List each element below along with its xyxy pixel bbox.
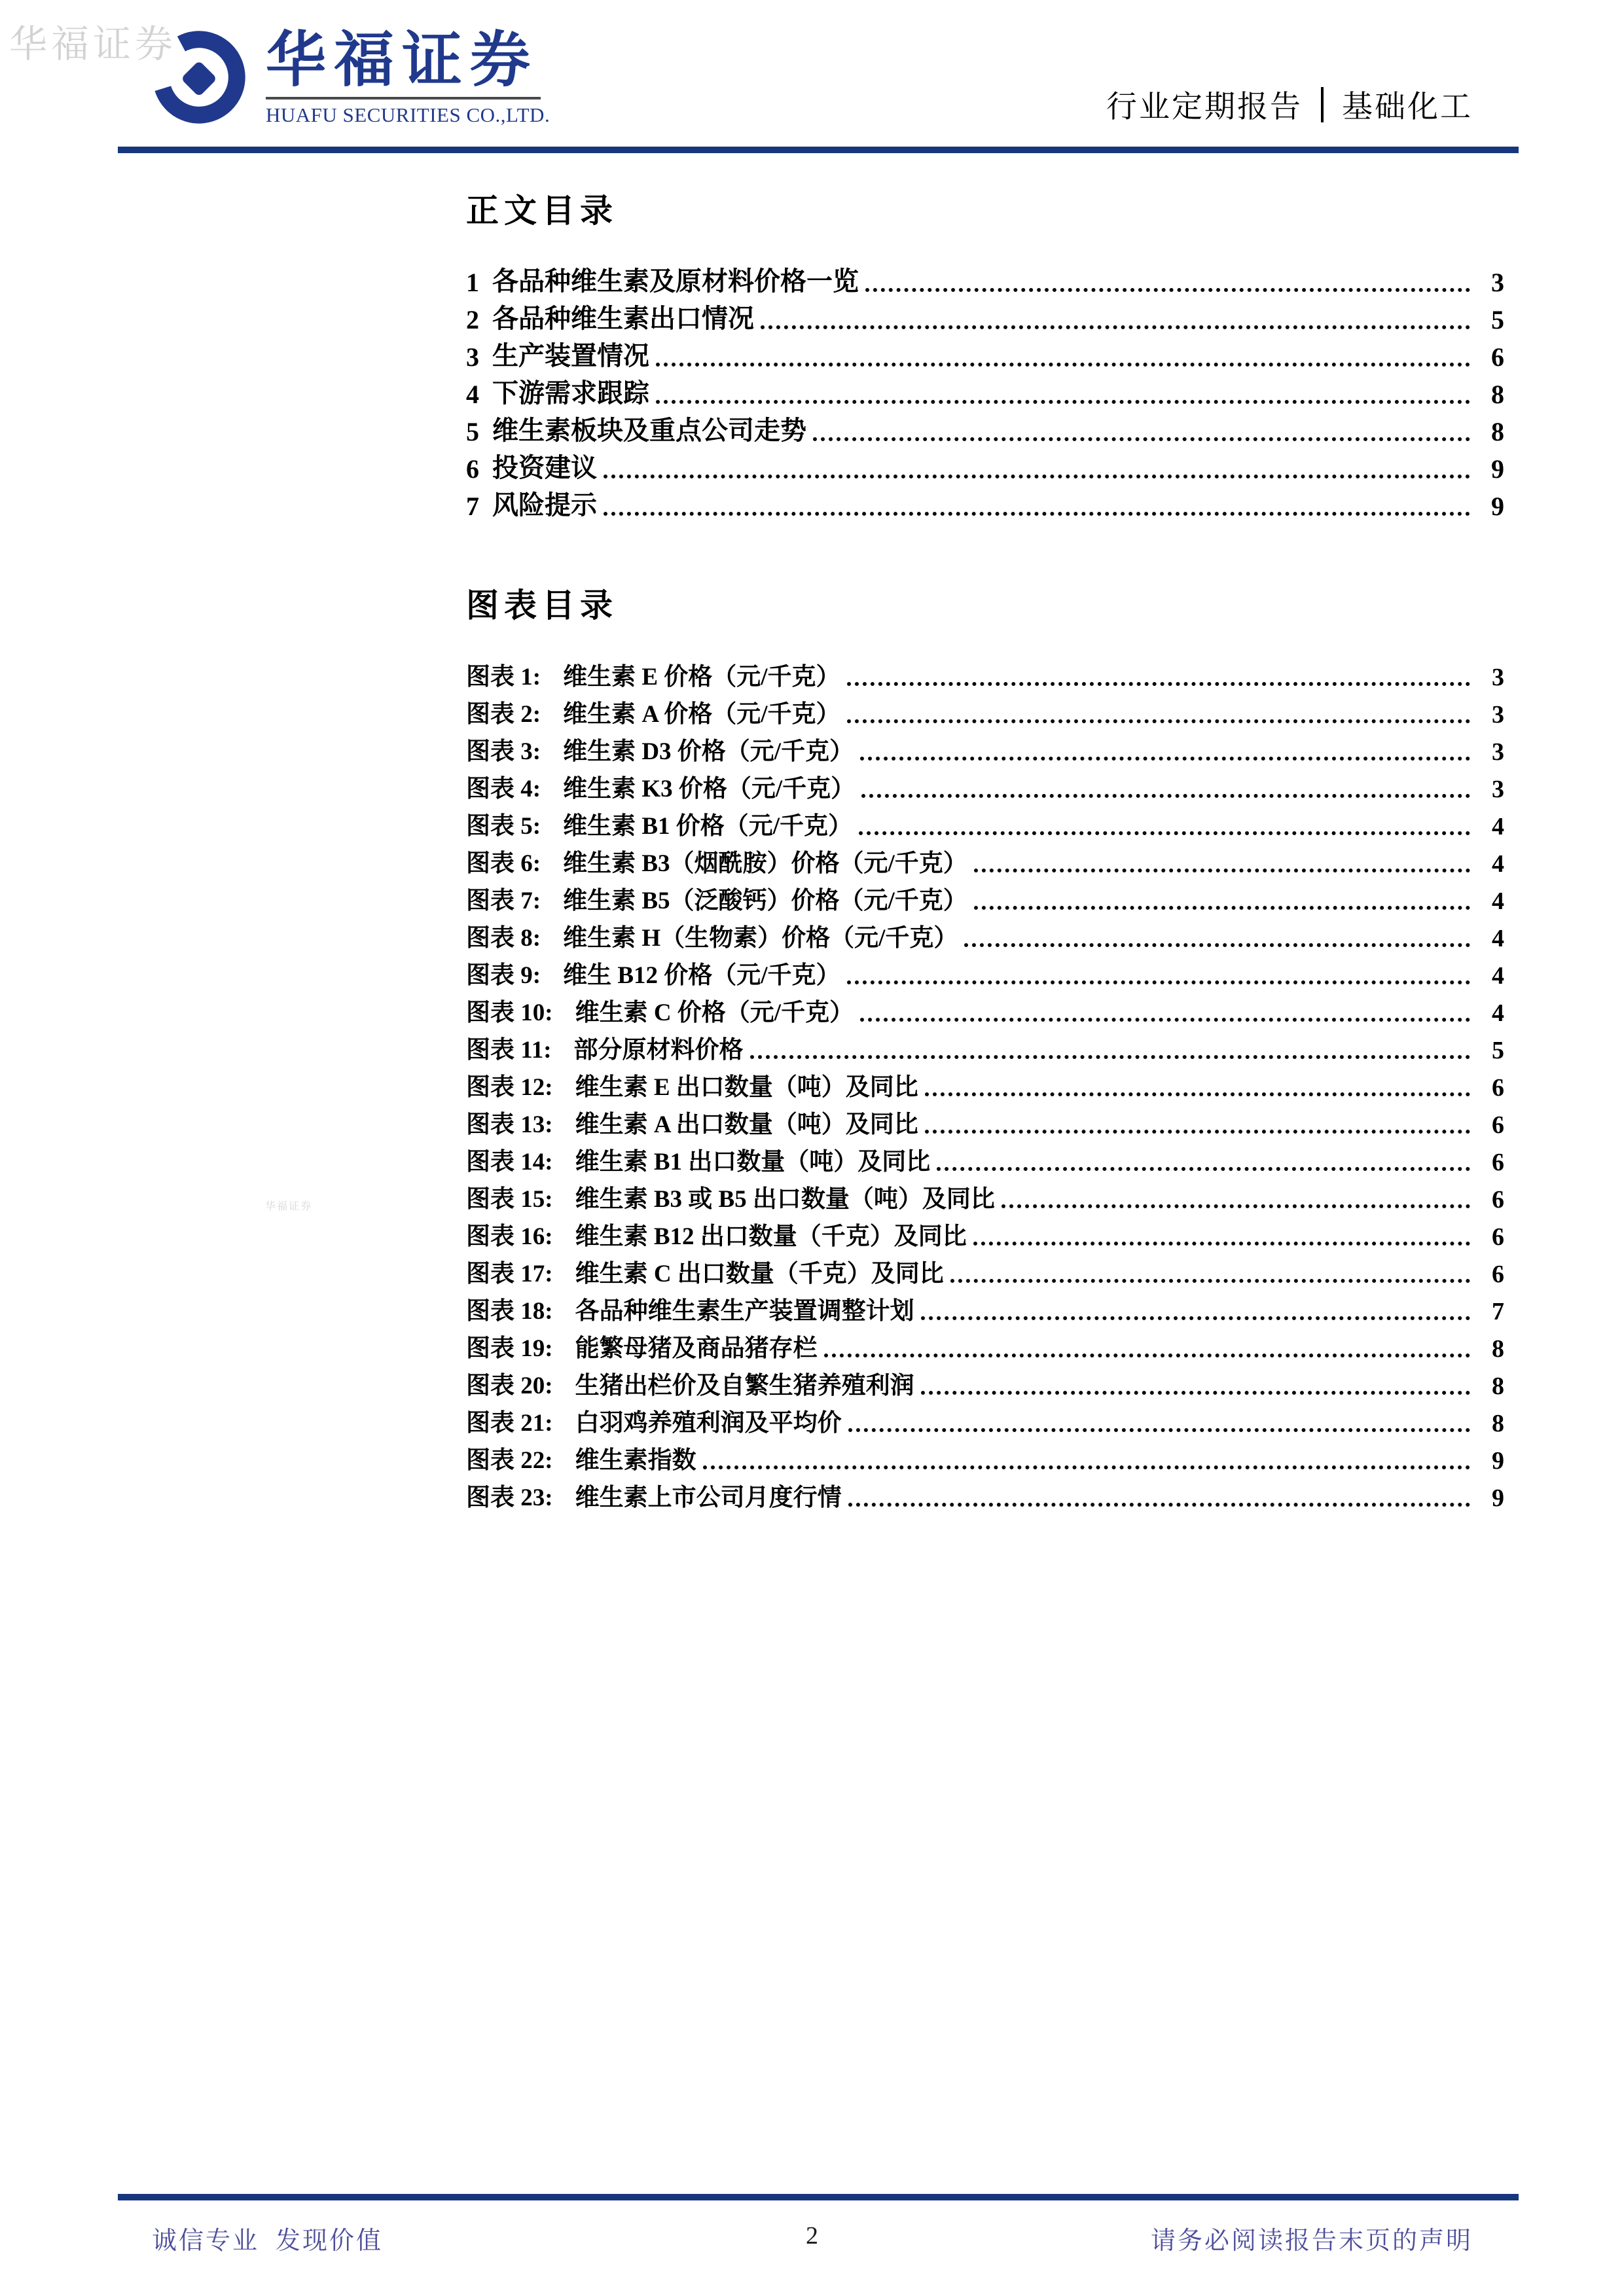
figure-entry-title: 维生素指数 [575,1447,696,1474]
figure-entry-number: 图表 10: [466,999,553,1026]
figure-entry-number: 图表 22: [466,1447,553,1474]
dot-leader [860,1018,1470,1022]
toc-entry[interactable] [466,484,1504,522]
figure-entry-page: 4 [1492,813,1504,840]
dot-leader [865,288,1470,292]
figure-toc-entry[interactable] [466,1289,1504,1326]
figure-entry-number: 图表 14: [466,1149,553,1175]
toc-entry[interactable] [466,372,1504,410]
figure-entry-title: 白羽鸡养殖利润及平均价 [575,1410,842,1437]
figure-entry-number: 图表 21: [466,1410,553,1437]
figure-toc-entry[interactable] [466,1102,1504,1139]
dot-leader [964,943,1470,947]
figure-toc-entry[interactable] [466,841,1504,878]
figure-entry-title: 维生素 B1 出口数量（吨）及同比 [575,1149,931,1175]
logo-english-name: HUAFU SECURITIES CO.,LTD. [266,103,550,126]
figure-entry-number: 图表 18: [466,1298,553,1325]
figure-entry-page: 3 [1492,664,1504,691]
figure-toc-entry[interactable] [466,1065,1504,1102]
report-type-label: 行业定期报告 [1106,90,1303,124]
figure-entry-number: 图表 3: [466,738,541,765]
figure-entry-title: 维生素上市公司月度行情 [575,1484,842,1511]
figure-entry-title: 维生素 C 价格（元/千克） [575,999,854,1026]
toc-entry-page: 6 [1491,342,1504,372]
toc-entry-title: 投资建议 [492,453,597,482]
dot-leader [604,475,1470,478]
header-rule [118,147,1519,153]
mini-watermark: 华福证券 [265,1201,313,1212]
toc-entry[interactable] [466,410,1504,447]
figure-entry-title: 维生素 H（生物素）价格（元/千克） [563,925,958,952]
figure-toc-entry[interactable] [466,1028,1504,1065]
toc-entry-number: 4 [466,380,479,409]
toc-entry-page: 5 [1491,305,1504,334]
dot-leader [703,1465,1470,1469]
figure-entry-page: 4 [1492,999,1504,1027]
figure-entry-page: 4 [1492,888,1504,915]
toc-entry-title: 维生素板块及重点公司走势 [492,416,806,445]
toc-entry-page: 3 [1491,268,1504,297]
figure-entry-title: 维生素 B5（泛酸钙）价格（元/千克） [563,888,967,914]
dot-leader [1001,1204,1470,1208]
figure-entry-page: 6 [1492,1261,1504,1288]
toc-entry-number: 6 [466,454,479,484]
figure-entry-number: 图表 13: [466,1111,553,1138]
toc-entry-page: 8 [1491,380,1504,409]
toc-entry[interactable] [466,335,1504,372]
dot-leader [925,1130,1470,1134]
figure-entry-page: 6 [1492,1186,1504,1213]
figure-entry-number: 图表 11: [466,1037,552,1064]
toc-entry-page: 9 [1491,454,1504,484]
page-watermark: 华福证券 [9,23,177,65]
figure-entry-number: 图表 23: [466,1484,553,1511]
figure-entry-page: 4 [1492,925,1504,952]
figure-toc-entry[interactable] [466,1401,1504,1438]
figure-entry-number: 图表 1: [466,664,541,691]
page-number: 2 [806,2222,818,2250]
figure-toc-entry[interactable] [466,655,1504,692]
figure-entry-number: 图表 5: [466,813,541,840]
figure-entry-title: 维生素 K3 价格（元/千克） [563,776,856,802]
toc-entry[interactable] [466,260,1504,298]
figure-entry-page: 9 [1492,1484,1504,1512]
figure-entry-page: 8 [1492,1335,1504,1363]
dot-leader [813,437,1470,441]
dot-leader [860,757,1470,761]
figure-toc-entry[interactable] [466,1438,1504,1475]
huafu-swirl-icon [149,27,249,127]
figure-entry-number: 图表 4: [466,776,541,802]
figure-entry-page: 4 [1492,962,1504,990]
dot-leader [859,831,1470,835]
dot-leader [824,1354,1470,1357]
toc-entry-page: 9 [1491,492,1504,521]
figure-entry-title: 维生素 E 出口数量（吨）及同比 [575,1074,918,1101]
figure-entry-title: 维生素 E 价格（元/千克） [563,664,840,691]
figure-entry-page: 6 [1492,1074,1504,1102]
figure-entry-page: 6 [1492,1223,1504,1251]
dot-leader [847,980,1470,984]
figure-entry-number: 图表 9: [466,962,541,989]
figure-entry-page: 7 [1492,1298,1504,1325]
figure-entry-title: 维生素 A 价格（元/千克） [563,701,840,728]
figure-entry-page: 6 [1492,1111,1504,1139]
figure-entry-page: 5 [1492,1037,1504,1064]
figure-entry-number: 图表 20: [466,1372,553,1399]
figure-entry-number: 图表 19: [466,1335,553,1362]
figure-entry-title: 维生素 D3 价格（元/千克） [563,738,854,765]
figure-entry-title: 维生素 A 出口数量（吨）及同比 [575,1111,918,1138]
figure-entry-page: 6 [1492,1149,1504,1176]
figure-entry-page: 4 [1492,850,1504,878]
figure-toc-entry[interactable] [466,1326,1504,1363]
toc-entry-number: 1 [466,268,479,297]
figure-entry-number: 图表 8: [466,925,541,952]
main-toc-list [466,260,1504,522]
figure-entry-title: 维生 B12 价格（元/千克） [563,962,840,989]
dot-leader [921,1391,1470,1395]
dot-leader [921,1316,1470,1320]
dot-leader [925,1092,1470,1096]
figure-toc-list [466,655,1504,1513]
dot-leader [848,1503,1470,1507]
huafu-logo [149,27,550,127]
figure-entry-page: 8 [1492,1410,1504,1437]
figure-entry-number: 图表 12: [466,1074,553,1101]
figure-entry-page: 3 [1492,776,1504,803]
figure-toc-entry[interactable] [466,729,1504,766]
figure-entry-title: 维生素 B1 价格（元/千克） [563,813,853,840]
figure-toc-entry[interactable] [466,1475,1504,1513]
figure-toc-entry[interactable] [466,1214,1504,1251]
toc-entry-title: 风险提示 [492,490,597,520]
dot-leader [761,325,1470,329]
footer-rule [118,2194,1519,2200]
dot-leader [847,682,1470,686]
toc-entry-number: 3 [466,342,479,372]
figure-entry-page: 8 [1492,1372,1504,1400]
figure-toc-entry[interactable] [466,766,1504,804]
figure-entry-title: 维生素 C 出口数量（千克）及同比 [575,1261,944,1287]
dot-leader [656,400,1470,404]
figure-entry-number: 图表 7: [466,888,541,914]
figure-entry-title: 能繁母猪及商品猪存栏 [575,1335,818,1362]
figure-entry-number: 图表 16: [466,1223,553,1250]
footer-disclaimer: 请务必阅读报告末页的声明 [1150,2227,1473,2255]
figure-toc-entry[interactable] [466,878,1504,916]
figure-entry-title: 维生素 B3 或 B5 出口数量（吨）及同比 [575,1186,995,1213]
logo-text-block [266,27,550,127]
toc-entry-title: 各品种维生素出口情况 [492,304,754,333]
toc-entry-title: 生产装置情况 [492,341,649,370]
main-toc-title: 正文目录 [466,192,618,229]
figure-entry-number: 图表 6: [466,850,541,877]
figure-entry-number: 图表 17: [466,1261,553,1287]
figure-entry-page: 3 [1492,738,1504,766]
dot-leader [847,719,1470,723]
figure-toc-entry[interactable] [466,916,1504,953]
dot-leader [974,906,1470,910]
figure-entry-title: 维生素 B12 出口数量（千克）及同比 [575,1223,967,1250]
figure-toc-entry[interactable] [466,804,1504,841]
industry-label: 基础化工 [1342,90,1473,124]
toc-entry-number: 5 [466,417,479,446]
figure-toc-entry[interactable] [466,953,1504,990]
dot-leader [861,794,1470,798]
logo-divider [266,97,541,99]
figure-toc-entry[interactable] [466,1251,1504,1289]
toc-entry-number: 2 [466,305,479,334]
dot-leader [604,512,1470,516]
report-category [1106,82,1473,126]
dot-leader [973,1242,1470,1246]
toc-entry-number: 7 [466,492,479,521]
figure-entry-title: 部分原材料价格 [573,1037,744,1064]
vertical-divider [1321,87,1324,122]
figure-toc-entry[interactable] [466,1177,1504,1214]
toc-entry[interactable] [466,447,1504,484]
toc-entry-title: 各品种维生素及原材料价格一览 [492,266,859,296]
dot-leader [656,363,1470,367]
dot-leader [937,1167,1470,1171]
figure-entry-page: 9 [1492,1447,1504,1475]
figure-toc-entry[interactable] [466,1363,1504,1401]
toc-entry-title: 下游需求跟踪 [492,378,649,408]
figure-entry-title: 生猪出栏价及自繁生猪养殖利润 [575,1372,914,1399]
figure-toc-entry[interactable] [466,1139,1504,1177]
figure-entry-number: 图表 2: [466,701,541,728]
figure-toc-title: 图表目录 [466,587,618,624]
logo-chinese-name: 华福证券 [266,27,539,94]
dot-leader [848,1428,1470,1432]
dot-leader [974,869,1470,872]
figure-entry-number: 图表 15: [466,1186,553,1213]
toc-entry[interactable] [466,298,1504,335]
figure-toc-entry[interactable] [466,692,1504,729]
dot-leader [750,1055,1470,1059]
figure-entry-title: 各品种维生素生产装置调整计划 [575,1298,914,1325]
dot-leader [950,1279,1470,1283]
figure-entry-title: 维生素 B3（烟酰胺）价格（元/千克） [563,850,967,877]
footer-slogan: 诚信专业 发现价值 [152,2227,384,2255]
toc-entry-page: 8 [1491,417,1504,446]
figure-toc-entry[interactable] [466,990,1504,1028]
figure-entry-page: 3 [1492,701,1504,728]
